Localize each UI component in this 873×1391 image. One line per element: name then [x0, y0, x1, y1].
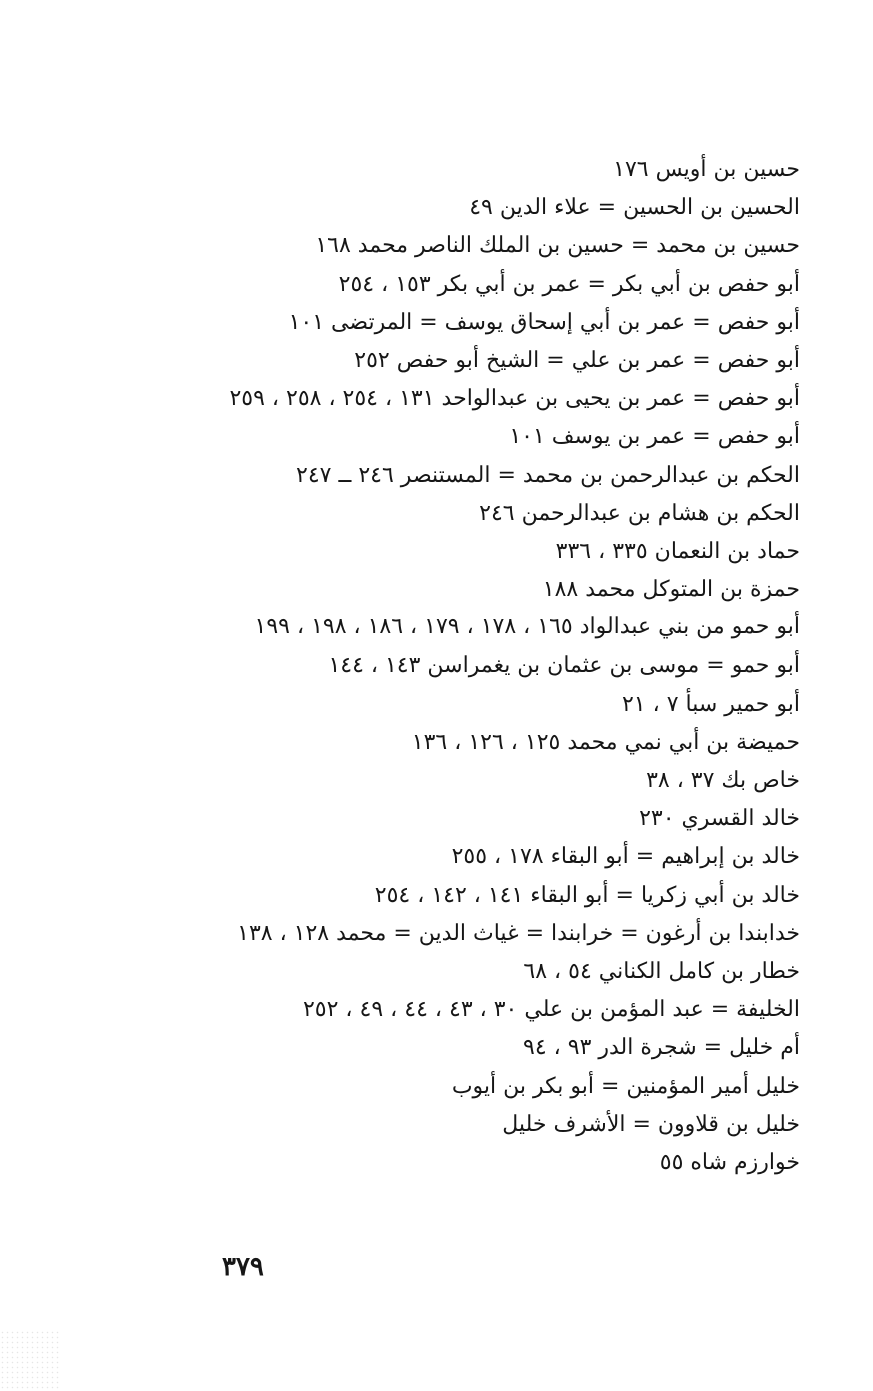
scan-speckle	[0, 1330, 60, 1391]
index-entry: حميضة بن أبي نمي محمد ١٢٥ ، ١٢٦ ، ١٣٦	[411, 729, 800, 755]
index-entry: حمزة بن المتوكل محمد ١٨٨	[542, 577, 800, 603]
index-entry: أم خليل = شجرة الدر ٩٣ ، ٩٤	[523, 1035, 800, 1061]
index-entry: أبو حفص = عمر بن يحيى بن عبدالواحد ١٣١ ، ٢٥٤ ، ٢٥٨ ، ٢٥٩	[229, 386, 800, 412]
page-number: ٣٧٩	[222, 1252, 264, 1282]
index-entry: حسين بن أويس ١٧٦	[613, 157, 800, 182]
index-entry: خوارزم شاه ٥٥	[659, 1150, 800, 1176]
index-entry: خدابندا بن أرغون = خرابندا = غياث الدين = محمد ١٢٨ ، ١٣٨	[237, 920, 800, 946]
index-entry: خالد القسري ٢٣٠	[639, 806, 800, 832]
index-entry: حماد بن النعمان ٣٣٥ ، ٣٣٦	[555, 539, 800, 565]
index-entry: الحكم بن هشام بن عبدالرحمن ٢٤٦	[479, 500, 800, 526]
index-entry: خاص بك ٣٧ ، ٣٨	[646, 768, 800, 794]
index-entry: أبو حفص بن أبي بكر = عمر بن أبي بكر ١٥٣ ، ٢٥٤	[338, 271, 800, 297]
index-list	[80, 151, 800, 1182]
index-entry: أبو حفص = عمر بن يوسف ١٠١	[509, 424, 800, 450]
index-entry: الحكم بن عبدالرحمن بن محمد = المستنصر ٢٤٦ ــ ٢٤٧	[296, 462, 800, 488]
index-entry: أبو حفص = عمر بن أبي إسحاق يوسف = المرتضى ١٠١	[288, 309, 800, 335]
index-entry: أبو حمو = موسى بن عثمان بن يغمراسن ١٤٣ ، ١٤٤	[328, 653, 800, 679]
index-entry: خليل بن قلاوون = الأشرف خليل	[502, 1111, 800, 1137]
index-entry: أبو حفص = عمر بن علي = الشيخ أبو حفص ٢٥٢	[354, 348, 800, 374]
index-entry: خالد بن أبي زكريا = أبو البقاء ١٤١ ، ١٤٢ ، ٢٥٤	[374, 882, 800, 908]
index-entry: أبو حمو من بني عبدالواد ١٦٥ ، ١٧٨ ، ١٧٩ ، ١٨٦ ، ١٩٨ ، ١٩٩	[254, 614, 800, 640]
index-entry: حسين بن محمد = حسين بن الملك الناصر محمد ١٦٨	[315, 233, 800, 259]
index-entry: الخليفة = عبد المؤمن بن علي ٣٠ ، ٤٣ ، ٤٤ ، ٤٩ ، ٢٥٢	[302, 997, 800, 1023]
index-entry: خطار بن كامل الكناني ٥٤ ، ٦٨	[523, 959, 800, 985]
index-entry: خالد بن إبراهيم = أبو البقاء ١٧٨ ، ٢٥٥	[451, 844, 800, 870]
index-entry: خليل أمير المؤمنين = أبو بكر بن أيوب	[451, 1073, 800, 1099]
index-entry: أبو حمير سبأ ٧ ، ٢١	[621, 691, 800, 717]
index-entry: الحسين بن الحسين = علاء الدين ٤٩	[469, 195, 800, 221]
